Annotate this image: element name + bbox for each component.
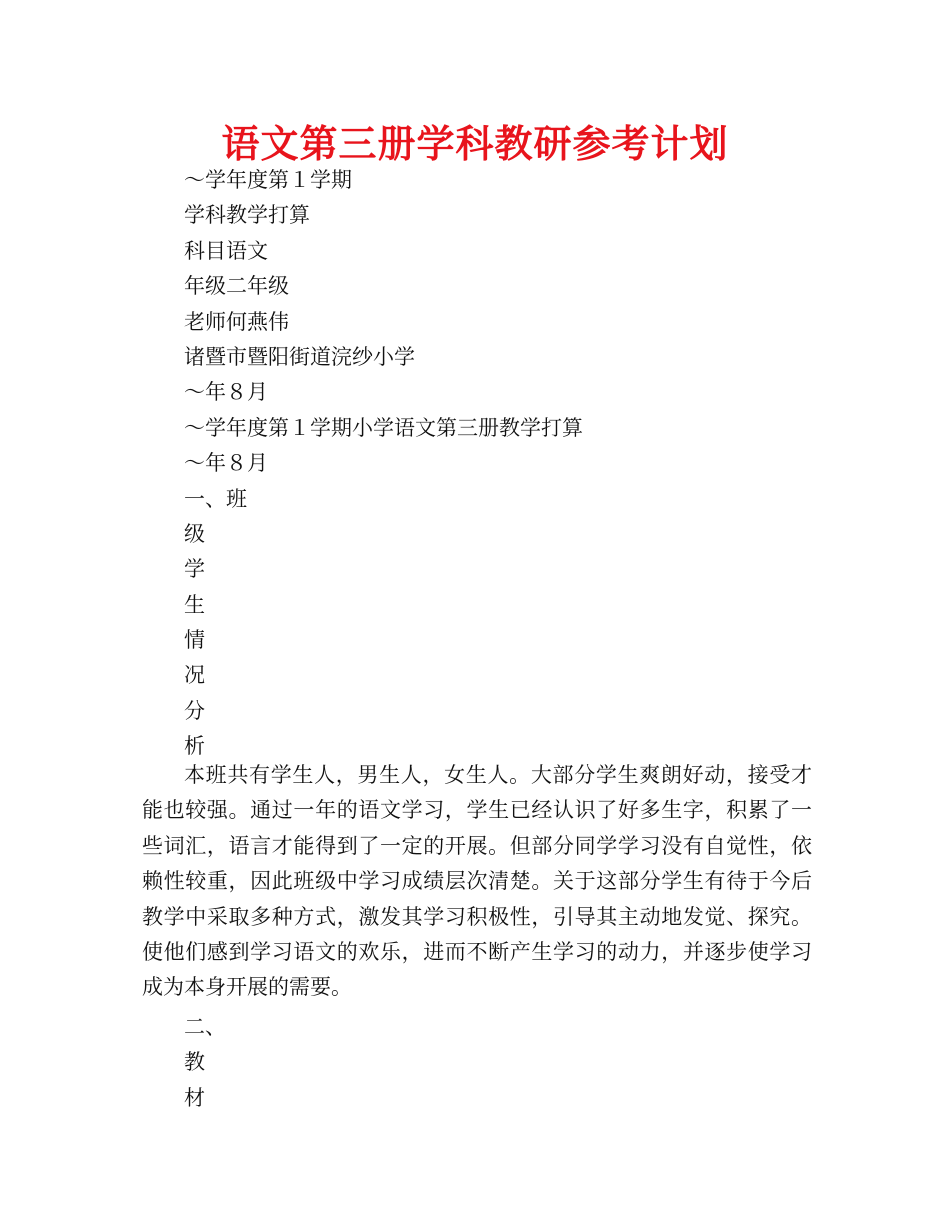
header-line: ～年８月 [184,451,268,476]
header-line: 学科教学打算 [184,203,310,228]
header-line: 科目语文 [184,238,268,263]
section-heading-line: 教 [184,1050,205,1075]
body-paragraph: 本班共有学生人，男生人，女生人。大部分学生爽朗好动，接受才能也较强。通过一年的语文学习，学生已经认识了好多生字，积累了一些词汇，语言才能得到了一定的开展。但部分同学学习没有自觉性，依赖性较重，因此班级中学习成绩层次清楚。关于这部分学生有待于今后教学中采取多种方式，激发其学习积极性，引导其主动地发觉、探究。使他们感到学习语文的欢乐，进而不断产生学习的动力，并逐步使学习成为本身开展的需要。 [142,763,812,1000]
header-line: ～学年度第１学期小学语文第三册教学打算 [184,415,583,440]
document-title: 语文第三册学科教研参考计划 [221,122,729,166]
section-heading-line: 况 [184,663,205,688]
header-line: 年级二年级 [184,274,289,299]
section-heading-line: 一、班 [184,486,247,511]
header-lines [184,163,583,765]
section-heading-line: 二、 [184,1015,226,1039]
section-heading-line: 级 [184,521,205,546]
header-line: ～学年度第１学期 [184,168,352,192]
header-line: 老师何燕伟 [184,309,289,334]
section-heading-line: 情 [184,628,205,653]
section-heading-line: 生 [184,592,205,617]
section-heading-line: 学 [184,557,205,582]
section-heading-line: 析 [184,734,205,759]
section2-lines [184,1010,226,1116]
section-heading-line: 材 [184,1085,205,1110]
header-line: 诸暨市暨阳街道浣纱小学 [184,344,415,369]
section-heading-line: 分 [184,698,205,723]
header-line: ～年８月 [184,380,268,405]
